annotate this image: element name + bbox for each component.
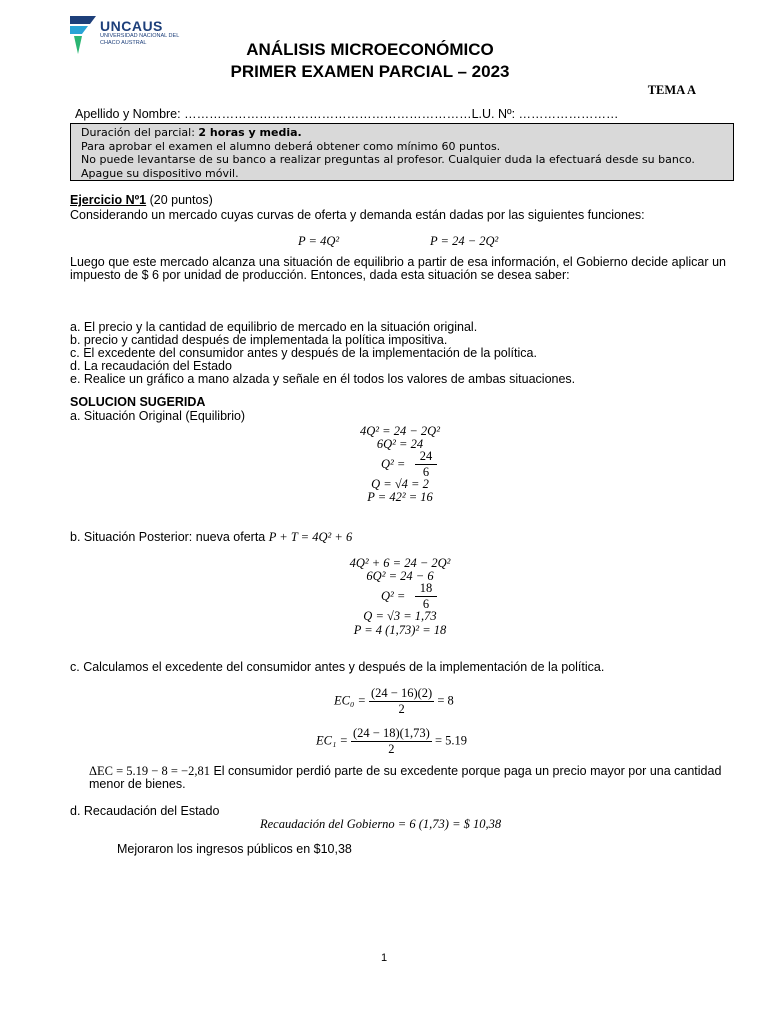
logo-subtitle: UNIVERSIDAD NACIONAL DEL CHACO AUSTRAL	[100, 33, 180, 46]
tema-label: TEMA A	[647, 83, 696, 97]
solution-b-step: 6Q² = 24 − 6	[366, 569, 434, 583]
duration-line	[81, 126, 733, 140]
ec0-lhs: EC₀ =	[334, 693, 366, 708]
demand-equation: P = 24 − 2Q²	[430, 234, 499, 248]
solution-b-label	[70, 530, 352, 545]
solution-b-step: Q² =	[381, 589, 406, 603]
solution-b-text: b. Situación Posterior: nueva oferta	[70, 530, 269, 544]
instruction-line: Apague su dispositivo móvil.	[81, 166, 239, 180]
solution-a-step: 4Q² = 24 − 2Q²	[360, 424, 440, 438]
exercise-context: Luego que este mercado alcanza una situación de equilibrio a partir de esa información, el Gobierno decide aplicar un impuesto de $ 6 por unidad de producción. Entonces, dada esta situación se desea saber:	[70, 255, 726, 282]
delta-ec-text: El consumidor perdió parte de su excedente porque paga un precio mayor por una cantidad menor de bienes.	[89, 764, 722, 791]
ec1-fraction	[351, 726, 432, 757]
fraction-numerator: (24 − 18)(1,73)	[353, 726, 430, 740]
solution-a-label: a. Situación Original (Equilibrio)	[70, 409, 246, 423]
student-name-line: Apellido y Nombre: ……………………………………………………………L.U. Nº: ……………………	[75, 107, 619, 121]
exercise-intro: Considerando un mercado cuyas curvas de oferta y demanda están dadas por las siguientes funciones:	[70, 208, 645, 222]
exam-subject-title: ANÁLISIS MICROECONÓMICO	[246, 40, 494, 59]
ec1-lhs: EC₁ =	[316, 733, 348, 748]
ec1-equation	[316, 726, 467, 757]
solution-b-math: P + T = 4Q² + 6	[268, 530, 353, 544]
exercise-heading	[70, 194, 726, 207]
exercise-points: (20 puntos)	[146, 193, 213, 207]
question-e: e. Realice un gráfico a mano alzada y señale en él todos los valores de ambas situaciones.	[70, 372, 576, 386]
logo-name: UNCAUS	[100, 18, 163, 34]
exercise-title: Ejercicio Nº1	[70, 193, 147, 207]
fraction-denominator: 6	[422, 597, 430, 611]
solution-title: SOLUCION SUGERIDA	[70, 395, 206, 409]
solution-b-step: P = 4 (1,73)² = 18	[353, 623, 447, 637]
solution-a-step: 6Q² = 24	[376, 437, 424, 451]
ec0-equation	[334, 686, 454, 717]
duration-value: 2 horas y media.	[198, 126, 302, 139]
fraction-denominator: 2	[388, 742, 395, 756]
supply-equation: P = 4Q²	[298, 234, 340, 248]
question-a: a. El precio y la cantidad de equilibrio de mercado en la situación original.	[70, 320, 478, 334]
fraction-numerator: 24	[415, 449, 437, 465]
instructions-box	[70, 123, 734, 181]
instruction-line: No puede levantarse de su banco a realizar preguntas al profesor. Cualquier duda la efectuará desde su banco.	[81, 153, 695, 166]
delta-ec-explanation	[89, 765, 729, 791]
solution-d-label: d. Recaudación del Estado	[70, 804, 220, 818]
revenue-conclusion: Mejoraron los ingresos públicos en $10,38	[117, 842, 352, 856]
solution-b-fraction	[415, 581, 437, 612]
fraction-numerator: 18	[415, 581, 437, 597]
solution-b-step: Q = √3 = 1,73	[363, 609, 437, 623]
question-c: c. El excedente del consumidor antes y después de la implementación de la política.	[70, 346, 537, 360]
ec0-fraction	[369, 686, 434, 717]
solution-a-step: Q² =	[381, 457, 406, 471]
solution-a-step: Q = √4 = 2	[371, 477, 429, 491]
fraction-denominator: 6	[422, 465, 430, 479]
fraction-numerator: (24 − 16)(2)	[371, 686, 433, 700]
solution-a-fraction	[415, 449, 437, 480]
exam-title: PRIMER EXAMEN PARCIAL – 2023	[230, 62, 510, 81]
revenue-equation: Recaudación del Gobierno = 6 (1,73) = $ 10,38	[260, 817, 502, 831]
ec0-rhs: = 8	[437, 693, 454, 708]
delta-ec-math: ΔEC = 5.19 − 8 = −2,81	[89, 764, 210, 778]
solution-b-step: 4Q² + 6 = 24 − 2Q²	[349, 556, 451, 570]
fraction-denominator: 2	[398, 702, 405, 716]
question-d: d. La recaudación del Estado	[70, 359, 232, 373]
question-b: b. precio y cantidad después de implementada la política impositiva.	[70, 333, 448, 347]
ec1-rhs: = 5.19	[434, 733, 468, 748]
page-number: 1	[380, 952, 388, 964]
solution-a-step: P = 42² = 16	[367, 490, 433, 504]
duration-label: Duración del parcial:	[81, 126, 199, 139]
instruction-line: Para aprobar el examen el alumno deberá obtener como mínimo 60 puntos.	[81, 139, 501, 153]
solution-c-label: c. Calculamos el excedente del consumidor antes y después de la implementación de la política.	[70, 660, 605, 674]
